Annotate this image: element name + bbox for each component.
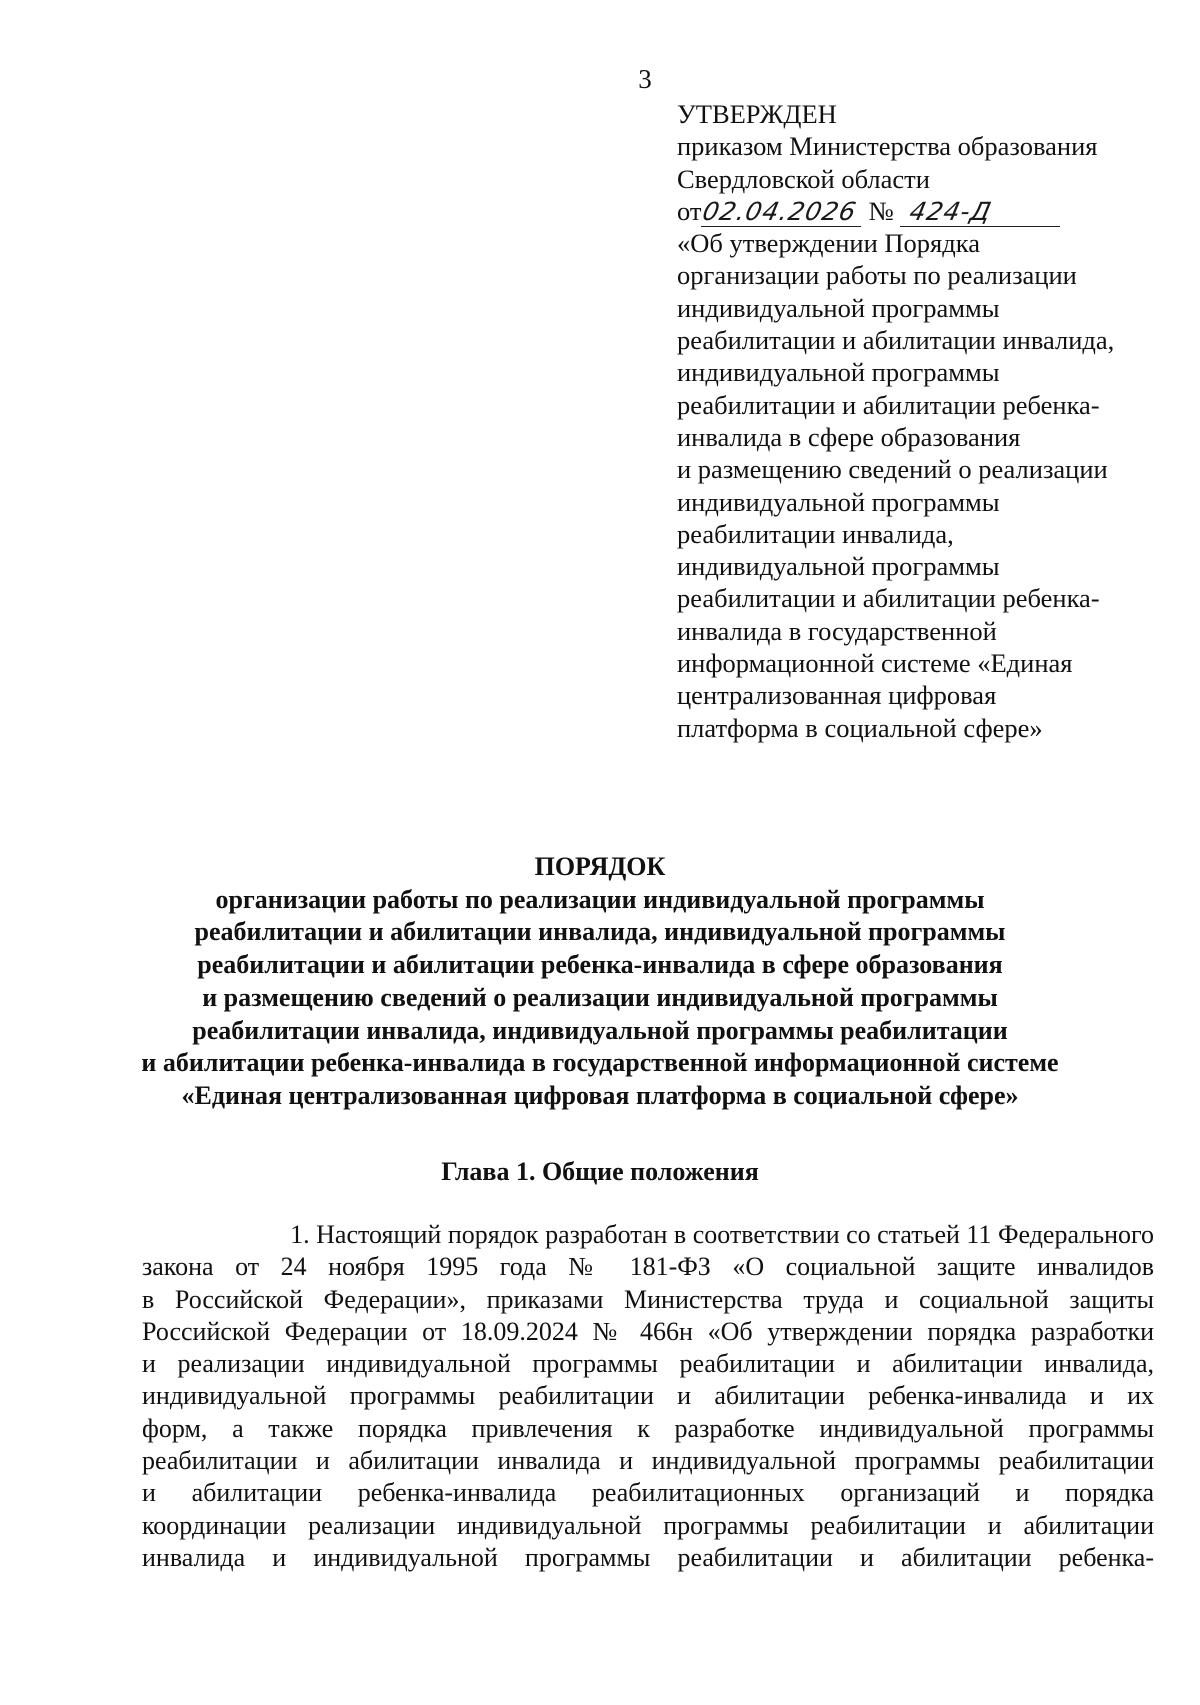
- approval-line: организации работы по реализации: [677, 260, 1077, 291]
- approval-line: приказом Министерства образования: [677, 131, 1098, 162]
- approval-block: [677, 98, 1187, 744]
- paragraph-line: координации реализации индивидуальной программы реабилитации и абилитации: [142, 1510, 1154, 1540]
- approval-line: реабилитации инвалида,: [677, 518, 954, 549]
- title-line: и размещению сведений о реализации индивидуальной программы: [202, 982, 998, 1012]
- approval-line: Свердловской области: [677, 163, 930, 194]
- paragraph-line: закона от 24 ноября 1995 года № 181-ФЗ «О социальной защите инвалидов: [142, 1252, 1154, 1282]
- approval-line: информационной системе «Единая: [677, 648, 1073, 679]
- paragraph-line: 1. Настоящий порядок разработан в соответствии со статьей 11 Федерального: [290, 1220, 1154, 1249]
- paragraph-1: [142, 1219, 1154, 1574]
- approval-line: инвалида в государственной: [677, 615, 997, 646]
- title-heading: ПОРЯДОК: [534, 852, 666, 881]
- title-line: реабилитации и абилитации ребенка-инвалида в сфере образования: [197, 950, 1003, 980]
- approval-heading: УТВЕРЖДЕН: [677, 99, 837, 129]
- order-number: [900, 197, 1060, 227]
- approval-line: инвалида в сфере образования: [677, 421, 1021, 452]
- number-prefix: №: [868, 195, 894, 226]
- paragraph-line: в Российской Федерации», приказами Министерства труда и социальной защиты: [142, 1284, 1154, 1314]
- handwritten-number: 424-Д: [906, 197, 995, 227]
- paragraph-line: и абилитации ребенка-инвалида реабилитационных организаций и порядка: [142, 1478, 1154, 1508]
- approval-line: централизованная цифровая: [677, 680, 997, 711]
- page-number: 3: [638, 64, 652, 94]
- approval-line: платформа в социальной сфере»: [677, 712, 1043, 743]
- approval-line: индивидуальной программы: [677, 486, 1000, 517]
- paragraph-line: реабилитации и абилитации инвалида и индивидуальной программы реабилитации: [142, 1446, 1154, 1476]
- approval-line: реабилитации и абилитации ребенка-: [677, 389, 1100, 420]
- document-title: [0, 851, 1200, 1113]
- approval-line: реабилитации и абилитации инвалида,: [677, 325, 1115, 356]
- approval-line: индивидуальной программы: [677, 357, 1000, 388]
- approval-line: «Об утверждении Порядка: [677, 228, 980, 259]
- paragraph-line: и реализации индивидуальной программы реабилитации и абилитации инвалида,: [142, 1349, 1154, 1379]
- title-line: реабилитации и абилитации инвалида, индивидуальной программы: [194, 917, 1006, 947]
- title-line: и абилитации ребенка-инвалида в государственной информационной системе: [141, 1048, 1059, 1078]
- paragraph-line: инвалида и индивидуальной программы реабилитации и абилитации ребенка-: [142, 1542, 1154, 1572]
- title-line: реабилитации инвалида, индивидуальной программы реабилитации: [192, 1015, 1008, 1045]
- date-prefix: от: [677, 195, 702, 226]
- approval-line: индивидуальной программы: [677, 292, 1000, 323]
- paragraph-line: Российской Федерации от 18.09.2024 № 466н «Об утверждении порядка разработки: [142, 1316, 1154, 1346]
- order-date-number-line: [677, 195, 1187, 227]
- title-line: организации работы по реализации индивидуальной программы: [215, 884, 985, 914]
- order-date: [701, 197, 860, 227]
- approval-line: и размещению сведений о реализации: [677, 454, 1108, 485]
- approval-line: индивидуальной программы: [677, 551, 1000, 582]
- title-line: «Единая централизованная цифровая платформа в социальной сфере»: [181, 1080, 1019, 1110]
- approval-line: реабилитации и абилитации ребенка-: [677, 583, 1100, 614]
- chapter-heading: Глава 1. Общие положения: [441, 1157, 759, 1186]
- handwritten-date: 02.04.2026: [700, 197, 860, 227]
- paragraph-line: индивидуальной программы реабилитации и абилитации ребенка-инвалида и их: [142, 1381, 1154, 1411]
- paragraph-line: форм, а также порядка привлечения к разработке индивидуальной программы: [142, 1413, 1154, 1443]
